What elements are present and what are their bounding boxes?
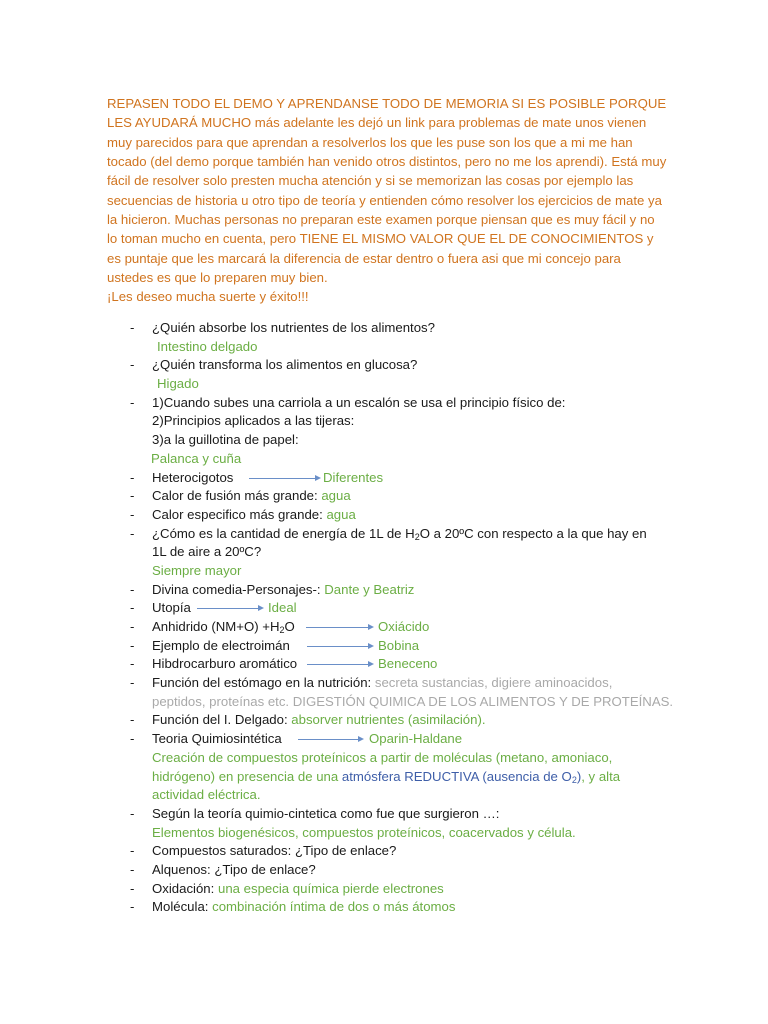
list-item (0, 805, 768, 824)
answer: Palanca y cuña (151, 450, 242, 466)
question: Divina comedia-Personajes-: Dante y Beatriz (152, 581, 415, 597)
question: Alquenos: ¿Tipo de enlace? (152, 861, 316, 877)
question: ¿Cómo es la cantidad de energía de 1L de $H_2O$ a 20ºC con respecto a la que hay en (152, 525, 647, 542)
bullet-dash: - (130, 656, 135, 672)
answer-line (0, 768, 768, 787)
question: Calor especifico más grande: agua (152, 506, 356, 522)
intro-closing: ¡Les deseo mucha suerte y éxito!!! (107, 289, 309, 305)
answer: peptidos, proteínas etc. DIGESTIÓN QUIMICA DE LOS ALIMENTOS Y DE PROTEÍNAS. (152, 693, 674, 709)
intro-text (107, 94, 667, 287)
list-item (0, 469, 768, 488)
list-item (0, 842, 768, 861)
answer: combinación íntima de dos o más átomos (212, 899, 456, 915)
bullet-dash: - (130, 469, 135, 485)
question-continuation (0, 412, 768, 431)
question: Compuestos saturados: ¿Tipo de enlace? (152, 843, 397, 859)
answer: absorver nutrientes (asimilación). (291, 712, 486, 728)
answer-highlight: atmósfera REDUCTIVA (ausencia de $O_2$) (341, 768, 582, 785)
question: Según la teoría quimio-cintetica como fue que surgieron …: (152, 805, 500, 821)
answer: Dante y Beatriz (324, 581, 415, 597)
bullet-dash: - (130, 488, 135, 504)
bullet-dash: - (130, 525, 135, 541)
answer: Oxiácido (378, 619, 430, 634)
list-item (0, 711, 768, 730)
arrow-icon (306, 627, 372, 628)
question: Heterocigotos (152, 469, 234, 485)
question: Hibdrocarburo aromático (152, 656, 298, 672)
bullet-dash: - (130, 861, 135, 877)
answer-line (0, 824, 768, 843)
bullet-dash: - (130, 843, 135, 859)
question: Anhidrido $(NM+O) +H_2O$ (152, 619, 295, 635)
bullet-dash: - (130, 357, 135, 373)
question: Molécula: combinación íntima de dos o más átomos (152, 899, 456, 915)
answer: Elementos biogenésicos, compuestos proteínicos, coacervados y célula. (152, 824, 576, 840)
answer-line (0, 693, 768, 712)
answer: secreta sustancias, digiere aminoacidos, (374, 675, 613, 691)
list-item (0, 730, 768, 749)
list-item (0, 581, 768, 600)
list-item (0, 506, 768, 525)
question: Utopía (152, 600, 191, 616)
question: Función del I. Delgado: absorver nutrientes (asimilación). (152, 712, 486, 728)
list-item (0, 487, 768, 506)
bullet-dash: - (130, 731, 135, 747)
bullet-dash: - (130, 805, 135, 821)
list-item (0, 861, 768, 880)
question: Teoria Quimiosintética (152, 731, 282, 747)
intro-text-2: y es puntaje que les marcará la diferencia de estar dentro o fuera asi que mi concejo para ustedes es que lo preparen muy bien. (107, 231, 654, 286)
answer-line (0, 786, 768, 805)
question: ¿Quién absorbe los nutrientes de los alimentos? (152, 320, 435, 335)
question: 1L de aire a 20ºC? (152, 544, 262, 560)
intro-paragraph (107, 94, 667, 307)
answer: actividad eléctrica. (152, 787, 261, 803)
question: Ejemplo de electroimán (152, 637, 290, 653)
list-item (0, 880, 768, 899)
arrow-icon (307, 664, 372, 665)
answer: Higado (157, 376, 199, 392)
answer-line (0, 450, 768, 469)
question: ¿Quién transforma los alimentos en glucosa? (152, 357, 418, 373)
arrow-icon (197, 608, 262, 609)
answer: Intestino delgado (157, 338, 258, 354)
question: Función del estómago en la nutrición: secreta sustancias, digiere aminoacidos, (152, 675, 613, 691)
question: 2)Principios aplicados a las tijeras: (152, 413, 355, 429)
answer: Creación de compuestos proteínicos a partir de moléculas (metano, amoniaco, (152, 749, 613, 765)
arrow-icon (298, 739, 362, 740)
list-item (0, 394, 768, 413)
arrow-icon (249, 478, 319, 479)
answer-line (0, 338, 768, 357)
answer: Diferentes (323, 469, 384, 485)
question: 1)Cuando subes una carriola a un escalón se usa el principio físico de: (152, 394, 566, 410)
bullet-dash: - (130, 320, 135, 335)
question-list (0, 319, 768, 917)
bullet-dash: - (130, 712, 135, 728)
answer: agua (326, 506, 356, 522)
question: 3)a la guillotina de papel: (152, 432, 299, 448)
intro-text-1: más adelante les dejó un link para problemas de mate unos vienen muy parecidos para que aprendan a resolverlos los que les puse son los que a mi me han tocado (del demo porque también han venido otros distintos, pero no me los aprendi). Está muy fácil de resolver solo presten mucha atención y si se memorizan las cosas por ejemplo las secuencias de historia u otro tipo de teoría y entienden cómo resolver los ejercicios de mate ya la hicieron. Muchas personas no preparan este examen porque piensan que es muy fácil y no lo toman mucho en cuenta, pero (107, 115, 667, 247)
answer: hidrógeno) en presencia de una atmósfera REDUCTIVA (ausencia de $O_2$), y alta (152, 768, 621, 785)
bullet-dash: - (130, 581, 135, 597)
question: Oxidación: una especia química pierde electrones (152, 880, 444, 896)
list-item (0, 674, 768, 693)
answer-line (0, 375, 768, 394)
list-item (0, 637, 768, 656)
answer: una especia química pierde electrones (217, 880, 444, 896)
bullet-dash: - (130, 394, 135, 410)
bullet-dash: - (130, 619, 135, 634)
arrow-icon (307, 646, 372, 647)
list-item (0, 898, 768, 917)
bullet-dash: - (130, 675, 135, 691)
answer-line (0, 562, 768, 581)
answer: Bobina (378, 637, 420, 653)
question-continuation (0, 431, 768, 450)
list-item (0, 319, 768, 338)
bullet-dash: - (130, 600, 135, 616)
answer: Beneceno (378, 656, 438, 672)
list-item (0, 618, 768, 637)
question: Calor de fusión más grande: agua (152, 488, 351, 504)
intro-caps-1: REPASEN TODO EL DEMO Y APRENDANSE TODO DE MEMORIA SI ES POSIBLE PORQUE LES AYUDARÁ MUCHO (107, 96, 667, 131)
list-item (0, 599, 768, 618)
list-item (0, 525, 768, 544)
list-item (0, 655, 768, 674)
bullet-dash: - (130, 880, 135, 896)
list-item (0, 356, 768, 375)
answer: Oparin-Haldane (369, 731, 463, 747)
bullet-dash: - (130, 899, 135, 915)
answer-line (0, 749, 768, 768)
answer: Ideal (268, 600, 297, 616)
bullet-dash: - (130, 637, 135, 653)
answer: agua (321, 488, 351, 504)
question-continuation (0, 543, 768, 562)
answer: Siempre mayor (152, 562, 242, 578)
intro-caps-2: TIENE EL MISMO VALOR QUE EL DE CONOCIMIENTOS (299, 231, 644, 247)
bullet-dash: - (130, 506, 135, 522)
